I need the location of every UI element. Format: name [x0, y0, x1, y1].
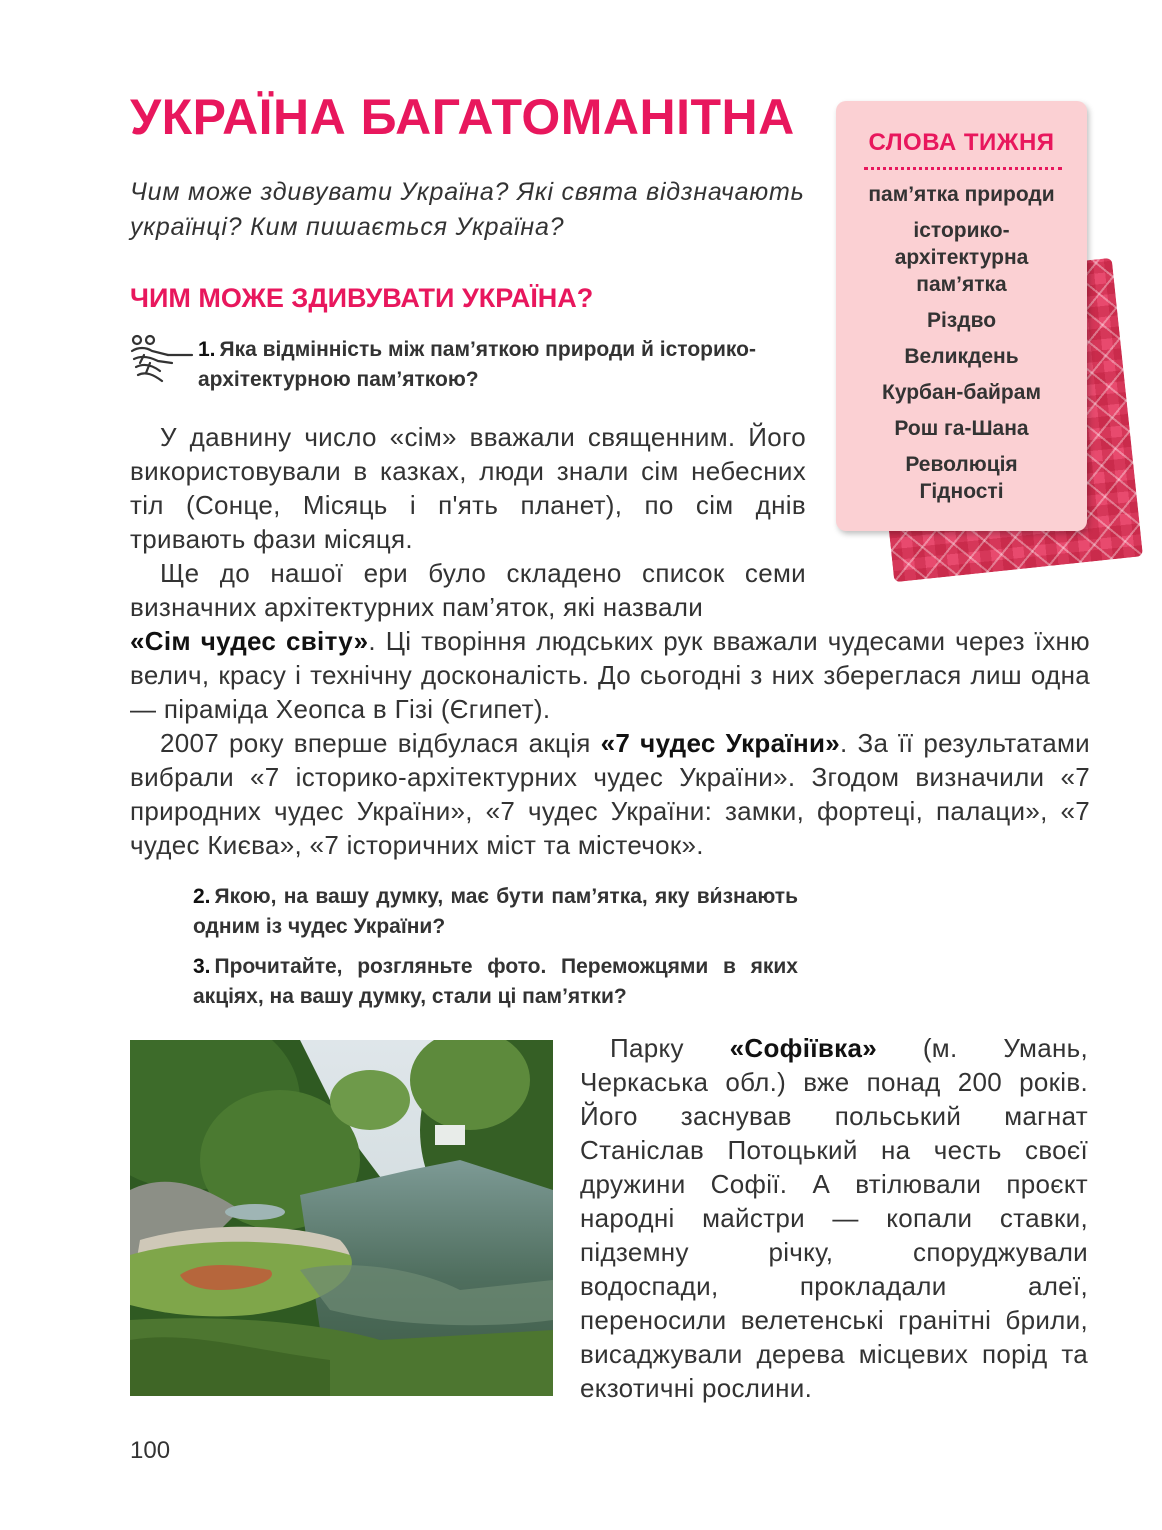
group-work-icon	[128, 333, 194, 389]
task-1	[198, 335, 808, 395]
paragraph-2-cont	[130, 624, 1090, 726]
word-item: Великдень	[904, 345, 1019, 368]
task-2-text: Якою, на вашу думку, має бути пам’ятка, яку ви́знають одним із чудес України?	[193, 885, 798, 938]
page-title: УКРАЇНА БАГАТОМАНІТНА	[130, 89, 795, 145]
word-item: Рош га-Шана	[894, 417, 1029, 440]
paragraph-4-bold: «Софіївка»	[729, 1033, 877, 1063]
task-3	[193, 952, 798, 1012]
paragraph-3-text-a: 2007 року вперше відбулася акція	[160, 728, 601, 758]
paragraph-1: У давнину число «сім» вважали священним. Його використовували в казках, люди знали сім небесних тіл (Сонце, Місяць і п'ять планет), по сім днів тривають фази місяця.	[130, 422, 806, 554]
task-3-text: Прочитайте, розгляньте фото. Переможцями в яких акціях, на вашу думку, стали ці пам’ятки?	[193, 955, 798, 1008]
paragraph-2	[130, 556, 806, 624]
task-1-number: 1.	[198, 338, 216, 361]
page-number: 100	[130, 1437, 171, 1464]
paragraph-3-text-b: . За її результатами вибрали «7 історико-архітектурних чудес України». Згодом визначили «7 природних чудес України», «7 чудес України: замки, фортеці, палаци», «7 чудес Києва», «7 історичних міст та містечок».	[130, 728, 1090, 860]
paragraph-2-text-b: . Ці творіння людських рук вважали чудесами через їхню велич, красу і технічну досконалість. До сьогодні з них збереглася лиш одна — піраміда Хеопса в Гізі (Єгипет).	[130, 626, 1090, 724]
paragraph-3	[130, 726, 1090, 862]
intro-questions: Чим може здивувати Україна? Які свята відзначають українці? Ким пишається Україна?	[130, 178, 805, 241]
section-title: ЧИМ МОЖЕ ЗДИВУВАТИ УКРАЇНА?	[130, 283, 594, 313]
paragraph-2-text-a: Ще до нашої ери було складено список семи визначних архітектурних пам’яток, які назвали	[130, 558, 806, 622]
paragraph-3-bold: «7 чудес України»	[600, 728, 841, 758]
paragraph-4-text-a: Парку	[610, 1033, 730, 1063]
words-card-title: СЛОВА ТИЖНЯ	[868, 129, 1055, 156]
sofiyivka-park-photo	[130, 1040, 553, 1396]
paragraph-4	[580, 1031, 1088, 1405]
paragraph-4-text-b: (м. Умань, Черкаська обл.) вже понад 200 років. Його заснував польський магнат Станіслав Потоцький на честь своєї дружини Софії. А втілювали проєкт народні майстри — копали ставки, підземну річку, споруджували водоспади, прокладали алеї, переносили велетенські гранітні брили, висаджували дерева місцевих порід та екзотичні рослини.	[580, 1033, 1088, 1403]
task-3-number: 3.	[193, 955, 211, 978]
word-item: історико-архітектурна пам’ятка	[894, 219, 1029, 296]
word-item: пам’ятка природи	[868, 183, 1055, 206]
words-list	[836, 181, 1087, 514]
word-item: Різдво	[926, 309, 997, 332]
words-of-week-card	[836, 101, 1087, 531]
task-1-text: Яка відмінність між пам’яткою природи й історико-архітектурною пам’яткою?	[198, 338, 756, 391]
task-2	[193, 882, 798, 942]
word-item: Курбан-байрам	[882, 381, 1041, 404]
word-item: Революція Гідності	[905, 453, 1018, 503]
task-2-number: 2.	[193, 885, 211, 908]
dotted-divider	[864, 167, 1062, 170]
paragraph-2-bold: «Сім чудес світу»	[130, 626, 369, 656]
